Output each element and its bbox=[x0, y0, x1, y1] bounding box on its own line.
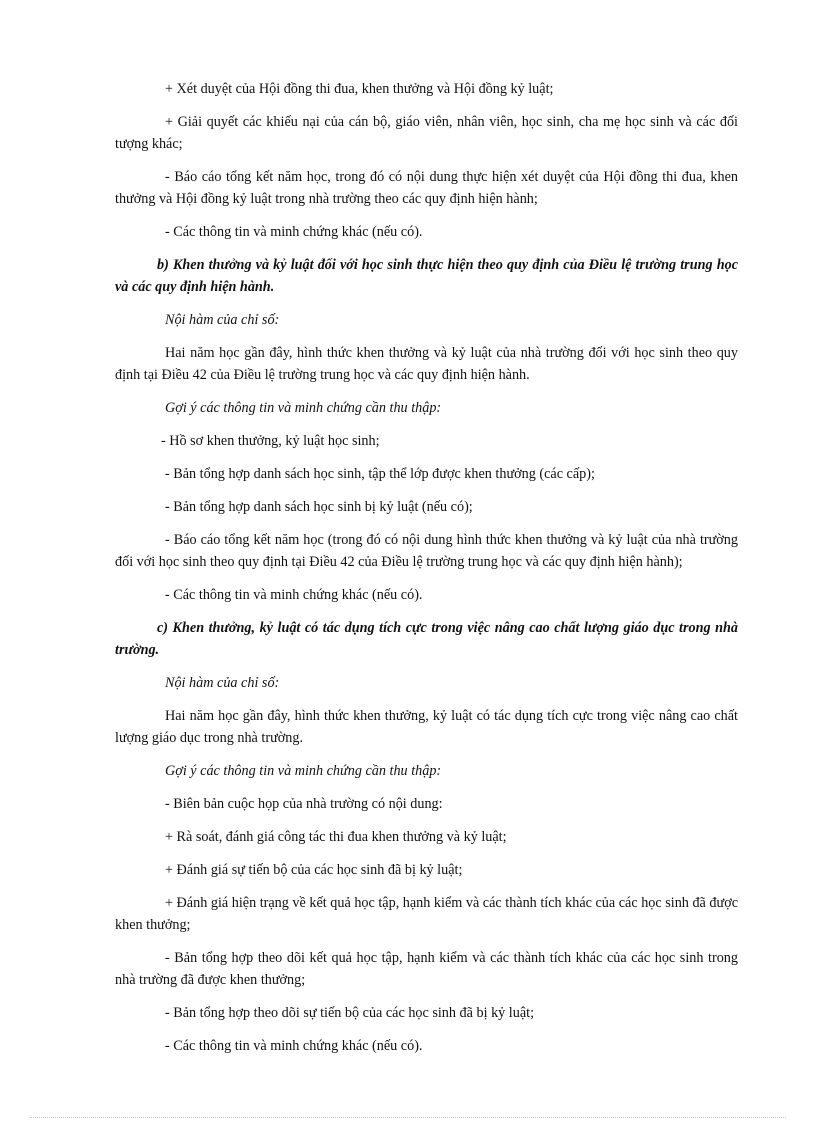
paragraph: + Xét duyệt của Hội đồng thi đua, khen thưởng và Hội đồng kỷ luật; bbox=[165, 81, 554, 97]
paragraph: - Báo cáo tổng kết năm học, trong đó có nội dung thực hiện xét duyệt của Hội đồng thi đua, khen thưởng và Hội đồng kỷ luật trong nhà trường theo các quy định hiện hành; bbox=[115, 169, 738, 207]
list-item: + Đánh giá sự tiến bộ của các học sinh đã bị kỷ luật; bbox=[165, 862, 463, 878]
paragraph: Hai năm học gần đây, hình thức khen thưởng và kỷ luật của nhà trường đối với học sinh theo quy định tại Điều 42 của Điều lệ trường trung học và các quy định hiện hành. bbox=[115, 345, 738, 383]
list-item: - Các thông tin và minh chứng khác (nếu có). bbox=[165, 587, 423, 603]
subheading: Nội hàm của chỉ số: bbox=[165, 675, 280, 691]
subheading: Gợi ý các thông tin và minh chứng cần thu thập: bbox=[165, 763, 442, 779]
page-bottom-divider bbox=[30, 1117, 786, 1118]
subheading: Gợi ý các thông tin và minh chứng cần thu thập: bbox=[165, 400, 442, 416]
list-item: - Các thông tin và minh chứng khác (nếu có). bbox=[165, 1038, 423, 1054]
document-body bbox=[115, 78, 738, 1068]
list-item: - Báo cáo tổng kết năm học (trong đó có nội dung hình thức khen thưởng và kỷ luật của nhà trường đối với học sinh theo quy định tại Điều 42 của Điều lệ trường trung học và các quy định hiện hành); bbox=[115, 532, 738, 570]
section-heading-c: c) Khen thưởng, kỷ luật có tác dụng tích cực trong việc nâng cao chất lượng giáo dục trong nhà trường. bbox=[115, 620, 738, 658]
list-item: + Rà soát, đánh giá công tác thi đua khen thưởng và kỷ luật; bbox=[165, 829, 507, 845]
list-item: - Hồ sơ khen thưởng, kỷ luật học sinh; bbox=[161, 433, 380, 449]
list-item: - Biên bản cuộc họp của nhà trường có nội dung: bbox=[165, 796, 443, 812]
list-item: + Đánh giá hiện trạng về kết quả học tập, hạnh kiểm và các thành tích khác của các học sinh đã được khen thưởng; bbox=[115, 895, 738, 933]
paragraph: Hai năm học gần đây, hình thức khen thưởng, kỷ luật có tác dụng tích cực trong việc nâng cao chất lượng giáo dục trong nhà trường. bbox=[115, 708, 738, 746]
list-item: - Bản tổng hợp theo dõi kết quả học tập, hạnh kiểm và các thành tích khác của các học sinh trong nhà trường đã được khen thưởng; bbox=[115, 950, 738, 988]
subheading: Nội hàm của chỉ số: bbox=[165, 312, 280, 328]
list-item: - Bản tổng hợp danh sách học sinh bị kỷ luật (nếu có); bbox=[165, 499, 473, 515]
list-item: - Bản tổng hợp danh sách học sinh, tập thể lớp được khen thưởng (các cấp); bbox=[165, 466, 595, 482]
paragraph: - Các thông tin và minh chứng khác (nếu có). bbox=[165, 224, 423, 240]
section-heading-b: b) Khen thưởng và kỷ luật đối với học sinh thực hiện theo quy định của Điều lệ trường trung học và các quy định hiện hành. bbox=[115, 257, 738, 295]
paragraph: + Giải quyết các khiếu nại của cán bộ, giáo viên, nhân viên, học sinh, cha mẹ học sinh và các đối tượng khác; bbox=[115, 114, 738, 152]
list-item: - Bản tổng hợp theo dõi sự tiến bộ của các học sinh đã bị kỷ luật; bbox=[165, 1005, 535, 1021]
